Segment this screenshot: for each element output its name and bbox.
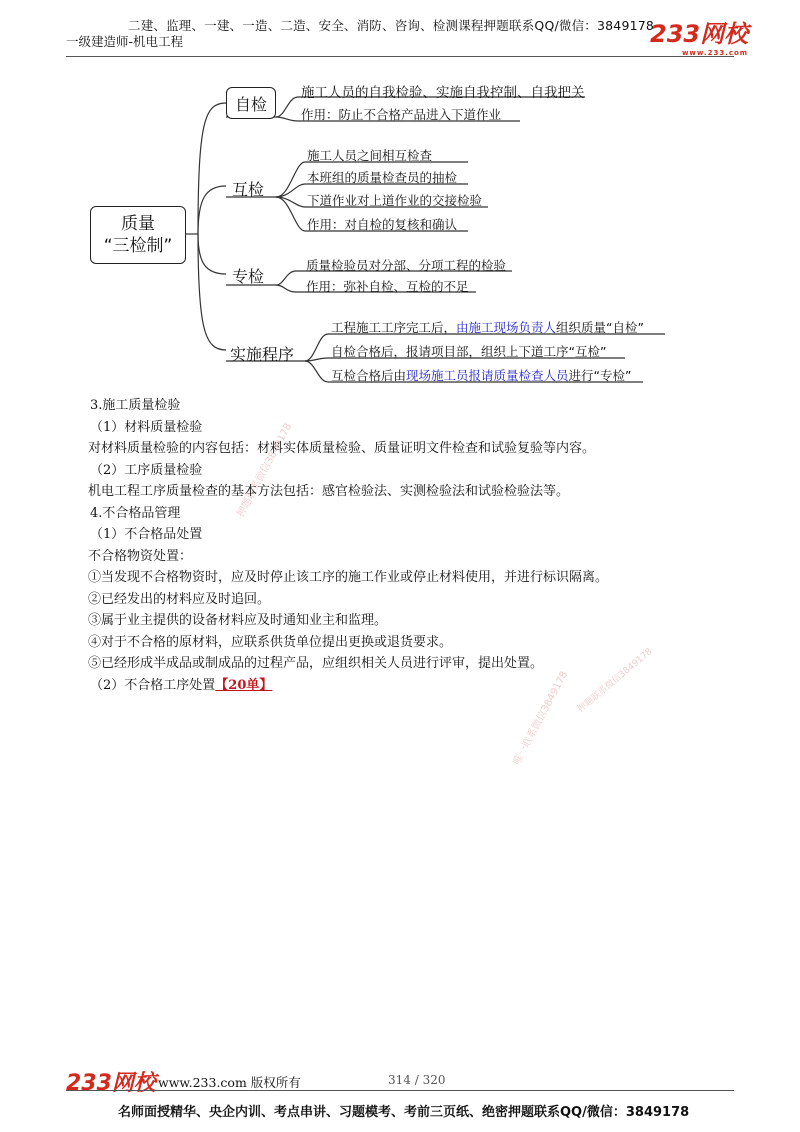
footer-promo: 名师面授精华、央企内训、考点串讲、习题模考、考前三页纸、绝密押题联系QQ/微信：3849178: [118, 1105, 690, 1120]
connector-shishi: [198, 234, 226, 350]
page-number: 314 / 320: [388, 1073, 446, 1087]
leaf-zhuanjian-1: 质量检验员对分部、分项工程的检验: [306, 258, 507, 273]
leaf-shishi-3-a: 互检合格后由: [331, 368, 407, 383]
body-line: ⑤已经形成半成品或制成品的过程产品，应组织相关人员进行评审，提出处置。: [88, 656, 544, 671]
body-line: 4.不合格品管理: [90, 505, 181, 521]
leaf-hujian-2: 本班组的质量检查员的抽检: [307, 170, 458, 185]
header-subject: 一级建造师-机电工程: [66, 34, 184, 49]
connector-zhuanjian: [198, 234, 226, 274]
branch-shishi-label: 实施程序: [230, 345, 295, 364]
connector-zijian: [198, 103, 226, 234]
watermark-3: 押题联系微信3849178: [575, 646, 655, 715]
body-last-text: （2）不合格工序处置: [90, 677, 216, 693]
body-line: 3.施工质量检验: [90, 398, 181, 413]
footer-logo: 233网校: [66, 1071, 156, 1096]
body-line: ③属于业主提供的设备材料应及时通知业主和监理。: [88, 613, 388, 628]
root-subtitle: “三检制”: [103, 236, 173, 256]
root-title: 质量: [121, 214, 155, 234]
leaf-zhuanjian-2: 作用：弥补自检、互检的不足: [306, 279, 469, 294]
branch-zhuanjian-label: 专检: [232, 267, 265, 286]
leaf-shishi-2: 自检合格后，报请项目部，组织上下道工序“互检”: [331, 344, 607, 359]
body-last-tag: 【20单】: [215, 677, 273, 693]
leaf-hujian-1: 施工人员之间相互检查: [307, 148, 433, 163]
body-line: ①当发现不合格物资时，应及时停止该工序的施工作业或停止材料使用，并进行标识隔离。: [88, 570, 609, 585]
leaf-hujian-4: 作用：对自检的复核和确认: [307, 217, 458, 232]
body-line: ②已经发出的材料应及时追回。: [88, 591, 271, 607]
mindmap-root: [90, 206, 186, 264]
leaf-shishi-1-c: 组织质量“自检”: [556, 320, 644, 335]
body-line: （2）工序质量检验: [90, 462, 203, 478]
branch-zijian-label: 自检: [234, 94, 267, 114]
leaf-zijian-1: 施工人员的自我检验、实施自我控制、自我把关: [301, 85, 585, 101]
branch-zijian: [226, 87, 276, 119]
header-promo: 二建、监理、一建、一造、二造、安全、消防、咨询、检测课程押题联系QQ/微信：3849178: [128, 18, 655, 33]
body-line: 不合格物资处置：: [88, 548, 193, 564]
footer-divider: [66, 1090, 734, 1091]
body-line: （1）不合格品处置: [90, 527, 203, 542]
header-logo-sub: www.233.com: [681, 49, 749, 57]
leaf-shishi-3-c: 进行“专检”: [568, 368, 632, 383]
footer-site: www.233.com 版权所有: [158, 1075, 301, 1090]
leaf-shishi-1-a: 工程施工工序完工后，: [331, 320, 457, 335]
body-line: 对材料质量检验的内容包括：材料实体质量检验、质量证明文件检查和试验复验等内容。: [88, 441, 596, 456]
watermark-2: 唯一联系微信3849178: [511, 669, 571, 768]
body-text: [90, 395, 608, 696]
leaf-shishi-1-b: 由施工现场负责人: [456, 320, 557, 335]
leaf-zijian-2: 作用：防止不合格产品进入下道作业: [301, 107, 502, 122]
header-logo-text: 233网校: [650, 20, 749, 48]
connector-hujian: [198, 186, 226, 234]
leaf-hujian-3: 下道作业对上道作业的交接检验: [307, 193, 483, 208]
body-line: 机电工程工序质量检查的基本方法包括：感官检验法、实测检验法和试验检验法等。: [88, 484, 570, 499]
watermark-1: 押题联系微信3849178: [235, 421, 295, 520]
leaf-shishi-3-b: 现场施工员报请质量检查人员: [406, 368, 569, 383]
body-line-last: [90, 675, 608, 697]
leaf-shishi-1: [331, 318, 644, 336]
body-line: ④对于不合格的原材料，应联系供货单位提出更换或退货要求。: [88, 634, 453, 650]
leaf-shishi-3: [331, 366, 631, 384]
branch-hujian-label: 互检: [232, 180, 265, 199]
body-line: （1）材料质量检验: [90, 419, 203, 435]
